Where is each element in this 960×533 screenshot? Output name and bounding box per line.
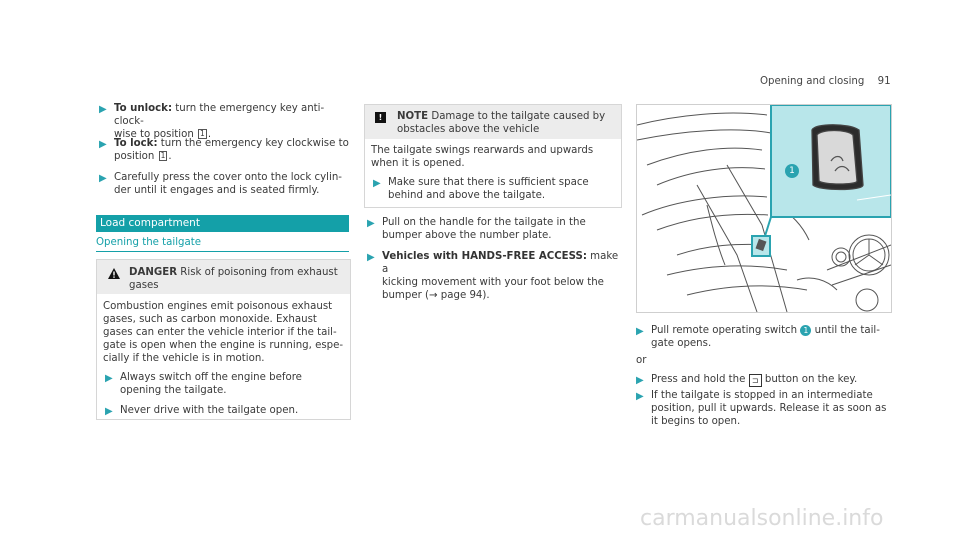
danger-title-text: gases: [129, 280, 159, 291]
step-lock: [99, 137, 354, 163]
note-step: [373, 176, 616, 202]
note-header: [365, 105, 621, 139]
danger-body-line: gate is open when the engine is running, espe-: [103, 340, 344, 351]
step-text: gate opens.: [651, 338, 712, 349]
position-number: 1: [160, 151, 166, 160]
danger-box: [96, 259, 351, 420]
step-arrow-icon: ▶: [105, 373, 113, 384]
step-intermediate-position: [636, 389, 911, 428]
note-body-line: The tailgate swings rearwards and upwards: [371, 145, 594, 156]
section-title: Opening and closing: [760, 76, 865, 87]
step-text: it begins to open.: [651, 416, 741, 427]
step-arrow-icon: ▶: [99, 104, 107, 115]
step-arrow-icon: ▶: [636, 326, 644, 337]
danger-title: [129, 266, 344, 292]
step-text: der until it engages and is seated firmly.: [114, 185, 320, 196]
step-press-key-button: [636, 373, 911, 387]
danger-body-line: cially if the vehicle is in motion.: [103, 353, 265, 364]
tailgate-key-button-icon: ⊐: [749, 374, 762, 387]
step-arrow-icon: ▶: [367, 218, 375, 229]
or-separator: or: [636, 355, 647, 366]
step-pull-switch: [636, 324, 911, 350]
note-title: [397, 110, 617, 136]
step-arrow-icon: ▶: [99, 139, 107, 150]
step-text: Carefully press the cover onto the lock cylin-: [114, 172, 342, 183]
exclamation-icon: !: [375, 112, 386, 123]
position-number: 1: [200, 129, 205, 138]
danger-body-line: gases can enter the vehicle interior if the tail-: [103, 327, 337, 338]
callout-1-reference: 1: [800, 325, 811, 336]
step-arrow-icon: ▶: [373, 178, 381, 189]
step-text: .: [168, 151, 172, 162]
danger-body-line: Combustion engines emit poisonous exhaust: [103, 301, 333, 312]
subsection-heading: Opening the tailgate: [96, 237, 202, 248]
step-text: Pull on the handle for the tailgate in the: [382, 217, 586, 228]
page-reference-arrow-icon: →: [428, 290, 438, 301]
note-box: [364, 104, 622, 208]
step-text: make a: [382, 251, 619, 275]
note-title-text: obstacles above the vehicle: [397, 124, 540, 135]
step-text: kicking movement with your foot below the: [382, 277, 604, 288]
step-text: If the tailgate is stopped in an intermediate: [651, 390, 873, 401]
step-text: wise to position: [114, 129, 198, 140]
step-press-cover: [99, 171, 354, 197]
step-arrow-icon: ▶: [105, 406, 113, 417]
danger-label: DANGER: [129, 267, 178, 278]
step-text: Never drive with the tailgate open.: [120, 405, 299, 416]
danger-step: [105, 404, 345, 417]
note-title-text: Damage to the tailgate caused by: [428, 111, 606, 122]
danger-body-line: gases, such as carbon monoxide. Exhaust: [103, 314, 317, 325]
note-body: [371, 144, 616, 170]
step-arrow-icon: ▶: [99, 173, 107, 184]
step-label: Vehicles with HANDS-FREE ACCESS:: [382, 251, 587, 262]
danger-title-text: Risk of poisoning from exhaust: [177, 267, 338, 278]
step-text: behind and above the tailgate.: [388, 190, 546, 201]
subsection-rule: [96, 251, 349, 252]
step-text: turn the emergency key clockwise to: [157, 138, 349, 149]
running-header: [760, 76, 891, 87]
step-text: Make sure that there is sufficient space: [388, 177, 589, 188]
step-text: bumper above the number plate.: [382, 230, 552, 241]
step-text: Pull remote operating switch: [651, 325, 801, 336]
step-text: until the tail-: [811, 325, 880, 336]
section-heading: Load compartment: [100, 217, 200, 229]
step-arrow-icon: ▶: [636, 391, 644, 402]
watermark: carmanualsonline.info: [640, 506, 884, 531]
step-text: position: [114, 151, 158, 162]
note-label: NOTE: [397, 111, 429, 122]
page-number: 91: [877, 76, 891, 87]
step-text: bumper (: [382, 290, 429, 301]
page-reference-link[interactable]: page 94).: [437, 290, 490, 301]
section-bar: [96, 215, 349, 232]
step-pull-handle: [367, 216, 622, 242]
step-text: Always switch off the engine before: [120, 372, 302, 383]
step-hands-free: [367, 250, 622, 302]
step-text: opening the tailgate.: [120, 385, 227, 396]
step-label: To unlock:: [114, 103, 173, 114]
tailgate-switch-illustration: [636, 104, 892, 313]
step-unlock: [99, 102, 354, 141]
step-label: To lock:: [114, 138, 158, 149]
step-text: button on the key.: [761, 374, 858, 385]
danger-step: [105, 371, 345, 397]
danger-body: [103, 300, 348, 365]
step-arrow-icon: ▶: [636, 375, 644, 386]
warning-triangle-icon: [108, 268, 120, 279]
step-text: turn the emergency key anti-clock-: [114, 103, 325, 127]
door-interior-drawing: [637, 105, 891, 312]
note-body-line: when it is opened.: [371, 158, 465, 169]
step-text: position, pull it upwards. Release it as soon as: [651, 403, 887, 414]
callout-1-badge: 1: [785, 164, 799, 178]
step-text: Press and hold the: [651, 374, 749, 385]
step-text: .: [207, 129, 212, 140]
danger-header: [97, 260, 350, 294]
step-arrow-icon: ▶: [367, 252, 375, 263]
